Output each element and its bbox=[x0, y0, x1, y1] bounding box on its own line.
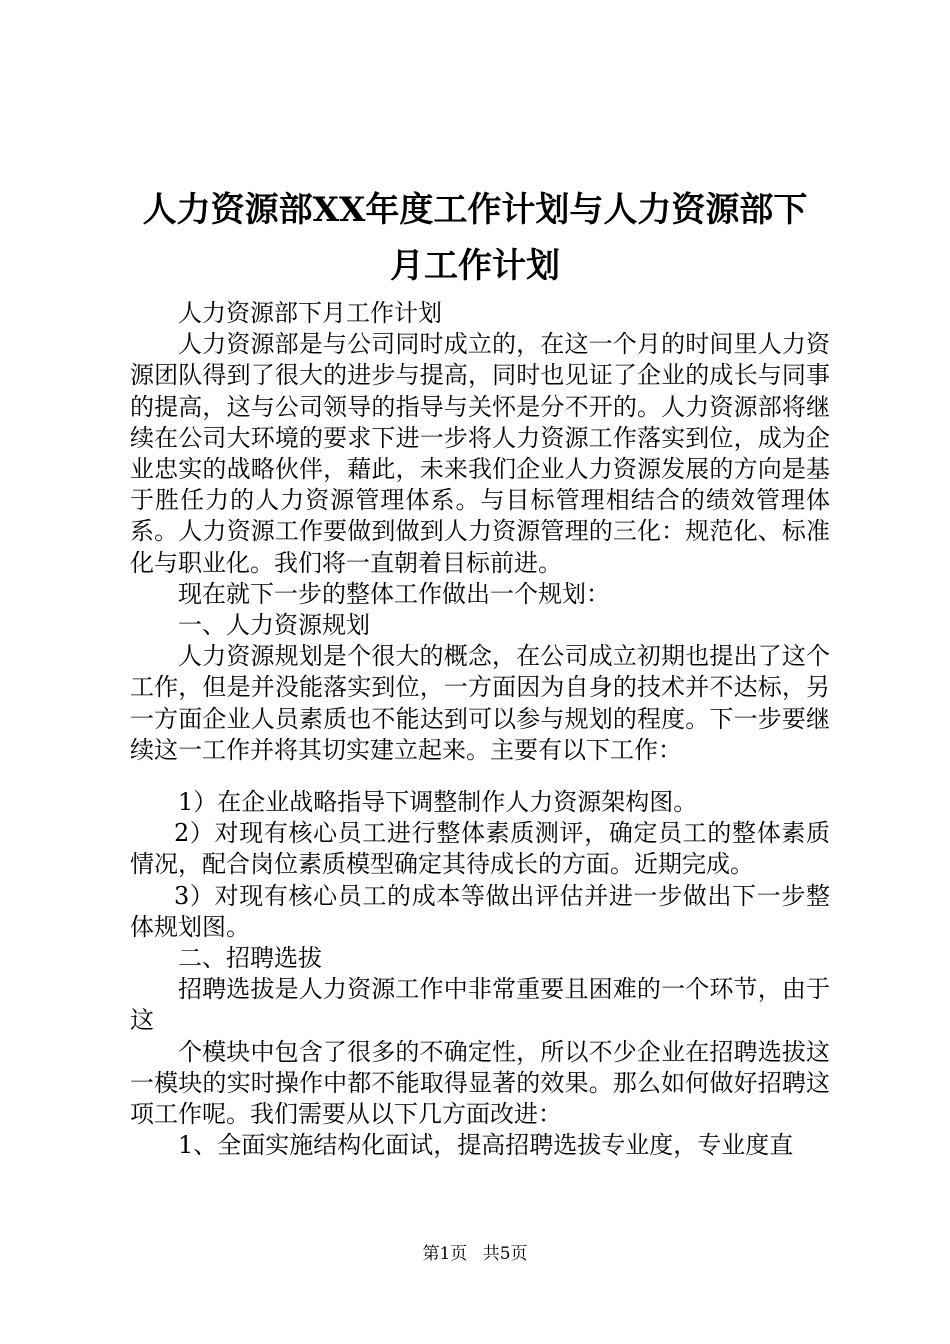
paragraph-intro: 人力资源部是与公司同时成立的，在这一个月的时间里人力资源团队得到了很大的进步与提高，同时也见证了企业的成长与同事的提高，这与公司领导的指导与关怀是分不开的。人力资源部将继续在公司大环境的要求下进一步将人力资源工作落实到位，成为企业忠实的战略伙伴，藉此，未来我们企业人力资源发展的方向是基于胜任力的人力资源管理体系。与目标管理相结合的绩效管理体系。人力资源工作要做到做到人力资源管理的三化：规范化、标准化与职业化。我们将一直朝着目标前进。 bbox=[130, 330, 830, 577]
page-number: 第1页 bbox=[422, 1244, 468, 1264]
document-body bbox=[130, 298, 830, 1161]
title-line-1: 人力资源部XX年度工作计划与人力资源部下 bbox=[142, 190, 808, 230]
section-heading-hr-planning: 一、人力资源规划 bbox=[178, 611, 370, 640]
section-heading-recruitment: 二、招聘选拔 bbox=[178, 944, 322, 973]
paragraph-recruitment-1: 招聘选拔是人力资源工作中非常重要且困难的一个环节，由于这 bbox=[130, 975, 830, 1035]
document-title bbox=[100, 182, 850, 294]
paragraph-subtitle: 人力资源部下月工作计划 bbox=[178, 299, 442, 327]
paragraph-plan-lead: 现在就下一步的整体工作做出一个规划： bbox=[178, 579, 610, 608]
list-item-3: 3）对现有核心员工的成本等做出评估并进一步做出下一步整体规划图。 bbox=[130, 881, 830, 941]
page-total: 共5页 bbox=[482, 1244, 528, 1264]
title-line-2: 月工作计划 bbox=[390, 246, 560, 286]
list-item-2: 2）对现有核心员工进行整体素质测评，确定员工的整体素质情况，配合岗位素质模型确定其待成长的方面。近期完成。 bbox=[130, 819, 830, 879]
list-item-structured-interview: 1、全面实施结构化面试，提高招聘选拔专业度，专业度直 bbox=[178, 1131, 794, 1160]
paragraph-recruitment-2: 个模块中包含了很多的不确定性，所以不少企业在招聘选拔这一模块的实时操作中都不能取得显著的效果。那么如何做好招聘这项工作呢。我们需要从以下几方面改进： bbox=[130, 1037, 830, 1129]
page-footer bbox=[0, 1243, 950, 1265]
paragraph-hr-planning: 人力资源规划是个很大的概念，在公司成立初期也提出了这个工作，但是并没能落实到位，一方面因为自身的技术并不达标，另一方面企业人员素质也不能达到可以参与规划的程度。下一步要继续这一工作并将其切实建立起来。主要有以下工作： bbox=[130, 642, 830, 764]
list-item-1: 1）在企业战略指导下调整制作人力资源架构图。 bbox=[178, 788, 698, 817]
